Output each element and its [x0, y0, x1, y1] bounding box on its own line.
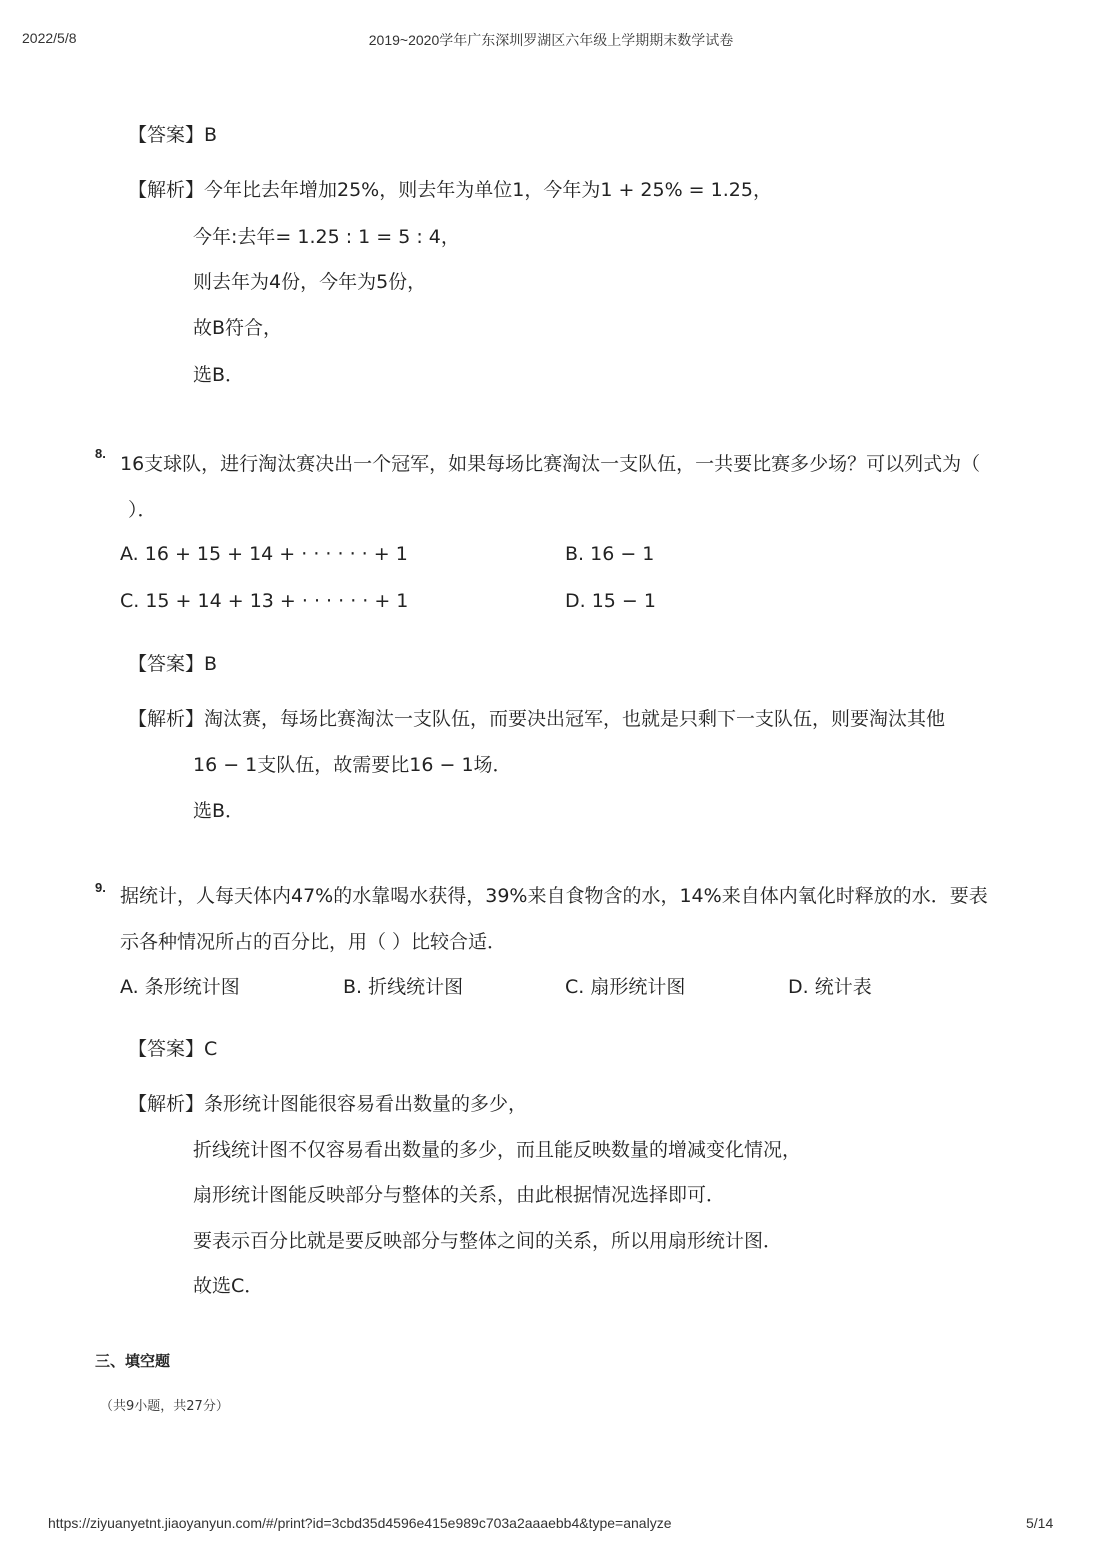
- q7-analysis-line: 今年:去年= 1.25 : 1 = 5 : 4，: [193, 226, 460, 248]
- q8-analysis-line: 选B．: [193, 800, 245, 822]
- page-number: 5/14: [1026, 1515, 1054, 1531]
- q9-analysis-line: 故选C．: [193, 1275, 264, 1297]
- q9-stem-line: 示各种情况所占的百分比，用（ ）比较合适．: [120, 931, 507, 953]
- q8-option-c: C. 15 + 14 + 13 + · · · · · · + 1: [120, 590, 409, 612]
- q8-stem-line: 16支球队，进行淘汰赛决出一个冠军，如果每场比赛淘汰一支队伍，一共要比赛多少场？可以列式为（: [120, 453, 981, 475]
- q8-stem-line: ）．: [128, 499, 157, 521]
- q9-option-d: D. 统计表: [788, 976, 872, 998]
- q7-answer: 【答案】B: [128, 124, 218, 146]
- q7-analysis-line: 故B符合，: [193, 317, 283, 339]
- section-subtitle: （共9小题，共27分）: [100, 1399, 229, 1414]
- q9-answer: 【答案】C: [128, 1038, 218, 1060]
- q8-option-d: D. 15 − 1: [565, 590, 656, 612]
- q9-analysis-line: 折线统计图不仅容易看出数量的多少，而且能反映数量的增减变化情况，: [193, 1139, 802, 1161]
- q7-analysis-line: 则去年为4份，今年为5份，: [193, 271, 427, 293]
- q8-option-b: B. 16 − 1: [565, 543, 655, 565]
- q8-analysis-line: 【解析】淘汰赛，每场比赛淘汰一支队伍，而要决出冠军，也就是只剩下一支队伍，则要淘汰其他: [128, 708, 946, 730]
- q8-number: 8.: [95, 446, 106, 461]
- q9-option-a: A. 条形统计图: [120, 976, 240, 998]
- q9-analysis-line: 扇形统计图能反映部分与整体的关系，由此根据情况选择即可．: [193, 1184, 726, 1206]
- q9-option-b: B. 折线统计图: [343, 976, 464, 998]
- q9-analysis-line: 【解析】条形统计图能很容易看出数量的多少，: [128, 1093, 528, 1115]
- q9-option-c: C. 扇形统计图: [565, 976, 686, 998]
- section-title: 三、填空题: [95, 1352, 171, 1370]
- q7-analysis-line: 【解析】今年比去年增加25%，则去年为单位1，今年为1 + 25% = 1.25，: [128, 179, 772, 201]
- print-date: 2022/5/8: [22, 30, 77, 46]
- document-title: 2019~2020学年广东深圳罗湖区六年级上学期期末数学试卷: [368, 32, 734, 48]
- q7-analysis-line: 选B．: [193, 364, 245, 386]
- q8-option-a: A. 16 + 15 + 14 + · · · · · · + 1: [120, 543, 408, 565]
- footer-url[interactable]: https://ziyuanyetnt.jiaoyanyun.com/#/print?id=3cbd35d4596e415e989c703a2aaaebb4&type=analyze: [48, 1515, 672, 1531]
- q9-number: 9.: [95, 880, 106, 895]
- q8-answer: 【答案】B: [128, 653, 218, 675]
- q9-stem-line: 据统计，人每天体内47%的水靠喝水获得，39%来自食物含的水，14%来自体内氧化时释放的水．要表: [120, 885, 988, 907]
- q9-analysis-line: 要表示百分比就是要反映部分与整体之间的关系，所以用扇形统计图．: [193, 1230, 783, 1252]
- q8-analysis-line: 16 − 1支队伍，故需要比16 − 1场．: [193, 754, 512, 776]
